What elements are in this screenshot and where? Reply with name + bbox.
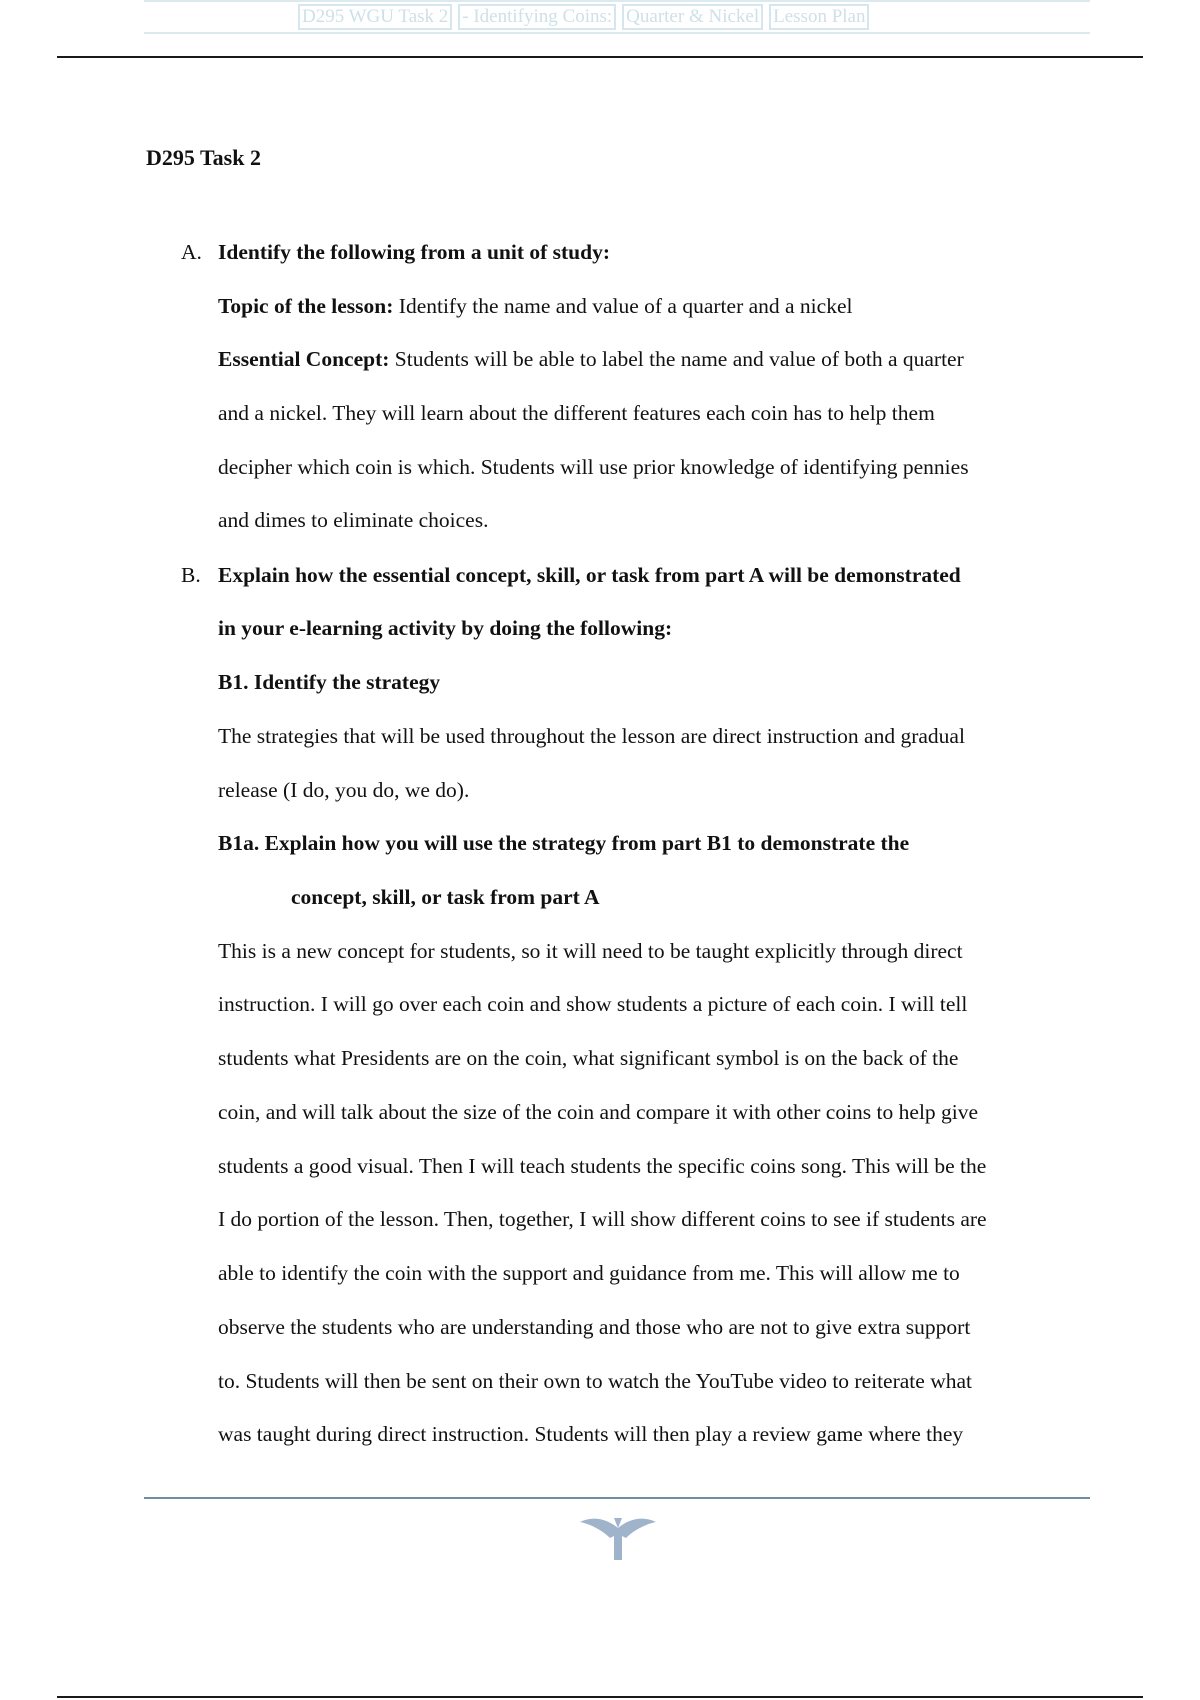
section-b-heading-2: in your e-learning activity by doing the following:	[218, 616, 673, 640]
concept-line-2: and a nickel. They will learn about the different features each coin has to help them	[218, 401, 935, 425]
concept-text-1: Students will be able to label the name and value of both a quarter	[389, 347, 964, 371]
footer-divider	[144, 1497, 1090, 1499]
b1-line-2: release (I do, you do, we do).	[218, 778, 470, 802]
topic-text: Identify the name and value of a quarter and a nickel	[393, 294, 853, 318]
header-tags	[298, 4, 869, 30]
b1a-line-4: coin, and will talk about the size of the coin and compare it with other coins to help give	[218, 1100, 979, 1124]
header-tag-topic: - Identifying Coins:	[458, 4, 616, 30]
document-title: D295 Task 2	[146, 145, 261, 170]
header-tag-coins: Quarter & Nickel	[622, 4, 763, 30]
b1a-line-2: instruction. I will go over each coin and show students a picture of each coin. I will tell	[218, 992, 968, 1016]
concept-line-4: and dimes to eliminate choices.	[218, 508, 489, 532]
section-b-heading-1: Explain how the essential concept, skill, or task from part A will be demonstrated	[218, 563, 961, 587]
b1a-line-7: able to identify the coin with the support and guidance from me. This will allow me to	[218, 1261, 960, 1285]
b1-heading: B1. Identify the strategy	[218, 670, 441, 694]
bird-logo-icon	[578, 1514, 658, 1564]
topic-label: Topic of the lesson:	[218, 294, 394, 318]
b1a-line-9: to. Students will then be sent on their own to watch the YouTube video to reiterate what	[218, 1369, 972, 1393]
b1a-heading-2: concept, skill, or task from part A	[291, 885, 600, 909]
b1a-line-1: This is a new concept for students, so it will need to be taught explicitly through direct	[218, 939, 963, 963]
b1a-line-5: students a good visual. Then I will teach students the specific coins song. This will be the	[218, 1154, 987, 1178]
b1a-heading-1: B1a. Explain how you will use the strategy from part B1 to demonstrate the	[218, 831, 910, 855]
b1a-line-3: students what Presidents are on the coin, what significant symbol is on the back of the	[218, 1046, 959, 1070]
top-divider	[57, 56, 1143, 58]
section-a-heading: Identify the following from a unit of study:	[218, 240, 610, 264]
concept-line-3: decipher which coin is which. Students will use prior knowledge of identifying pennies	[218, 455, 969, 479]
b1a-line-10: was taught during direct instruction. Students will then play a review game where they	[218, 1422, 964, 1446]
concept-line-1	[218, 345, 964, 373]
concept-label: Essential Concept:	[218, 347, 390, 371]
b1-line-1: The strategies that will be used throughout the lesson are direct instruction and gradual	[218, 724, 965, 748]
section-b-marker: B.	[181, 563, 201, 587]
section-a-marker: A.	[181, 240, 202, 264]
header-tag-course: D295 WGU Task 2	[298, 4, 452, 30]
bottom-divider	[57, 1696, 1143, 1698]
header-tag-lesson-plan: Lesson Plan	[769, 4, 869, 30]
b1a-line-8: observe the students who are understanding and those who are not to give extra support	[218, 1315, 971, 1339]
topic-line	[218, 292, 852, 320]
b1a-line-6: I do portion of the lesson. Then, together, I will show different coins to see if students are	[218, 1207, 987, 1231]
